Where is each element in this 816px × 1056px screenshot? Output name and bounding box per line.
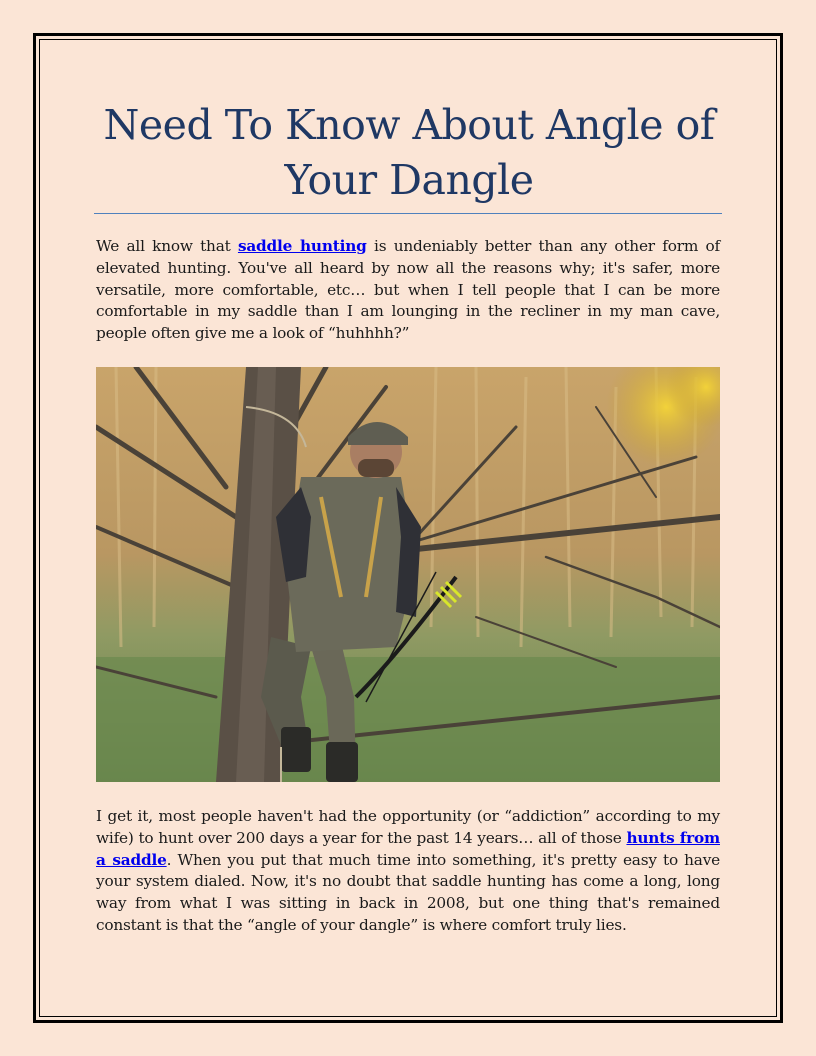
- paragraph-text: We all know that: [96, 237, 238, 255]
- hunts-from-a-saddle-link[interactable]: hunts from a saddle: [96, 828, 720, 869]
- title-underline-rule: [94, 213, 722, 214]
- hunter-in-tree-photo: [96, 367, 720, 782]
- saddle-hunting-link[interactable]: saddle hunting: [237, 237, 367, 255]
- body-paragraph: [96, 806, 720, 937]
- intro-paragraph: [96, 236, 720, 345]
- paragraph-text: is undeniably better than any other form of elevated hunting. You've all heard by now all the reasons why; it's safer, more versatile, more comfortable, etc… but when I tell people that I can be more comfortable in my saddle than I am lounging in the recliner in my man cave, people often give me a look of “huhhhh?”: [96, 237, 720, 343]
- paragraph-text: . When you put that much time into something, it's pretty easy to have your system dialed. Now, it's no doubt that saddle hunting has come a long, long way from what I was sitting in back in 2008, but one thing that's remained constant is that the “angle of your dangle” is where comfort truly lies.: [96, 850, 720, 934]
- document-title: Need To Know About Angle of Your Dangle: [103, 101, 715, 204]
- paragraph-text: I get it, most people haven't had the opportunity (or “addiction” according to my wife) to hunt over 200 days a year for the past 14 years… all of those: [96, 807, 720, 847]
